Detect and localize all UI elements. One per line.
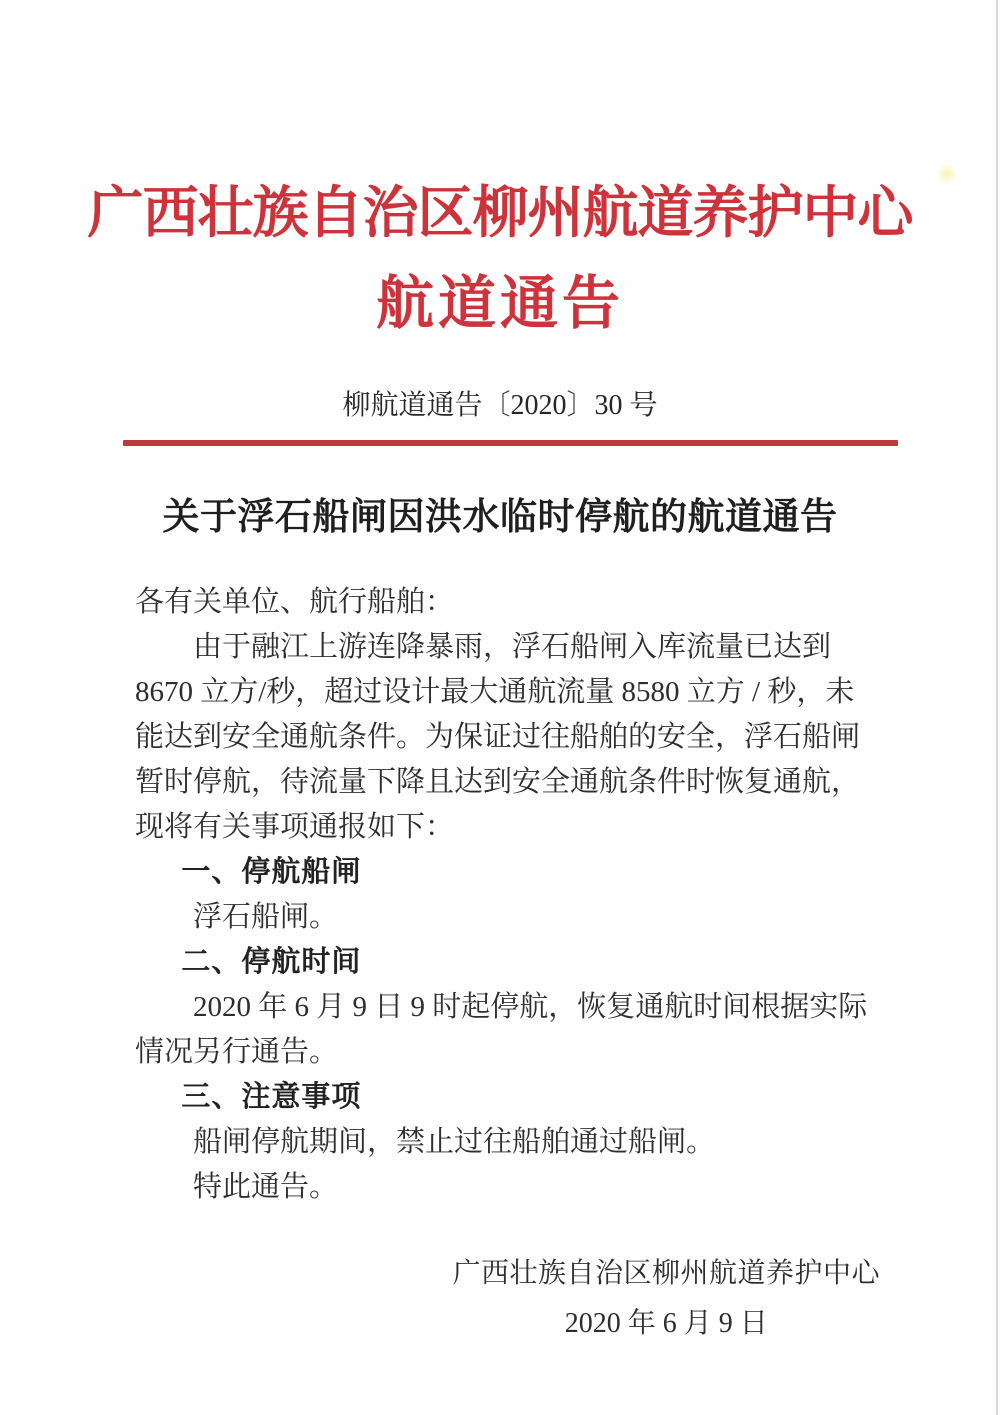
section-1-heading: 一、停航船闸 (181, 856, 362, 888)
document-number: 柳航道通告〔2020〕30 号 (342, 390, 658, 421)
notice-body (135, 580, 880, 1210)
closing-line: 特此通告。 (193, 1171, 339, 1203)
signature-date: 2020 年 6 月 9 日 (564, 1308, 768, 1339)
letterhead-doc-type: 航道通告 (375, 271, 624, 336)
signature-org: 广西壮族自治区柳州航道养护中心 (452, 1258, 880, 1289)
section-1-text: 浮石船闸。 (193, 901, 339, 933)
section-3-text: 船闸停航期间，禁止过往船舶通过船闸。 (193, 1126, 716, 1158)
section-3-heading: 三、注意事项 (181, 1081, 362, 1113)
red-divider-line (123, 440, 898, 446)
signature-block (452, 1252, 880, 1346)
scan-spot-artifact (936, 164, 958, 184)
intro-paragraph: 由于融江上游连降暴雨，浮石船闸入库流量已达到 8670 立方/秒，超过设计最大通航流量 8580 立方 / 秒，未能达到安全通航条件。为保证过往船舶的安全，浮石船闸暂时停航，待流量下降且达到安全通航条件时恢复通航，现将有关事项通报如下： (135, 631, 861, 843)
scan-edge-artifact (996, 0, 998, 1415)
notice-title: 关于浮石船闸因洪水临时停航的航道通告 (162, 497, 838, 538)
section-2-text: 2020 年 6 月 9 日 9 时起停航，恢复通航时间根据实际情况另行通告。 (135, 991, 868, 1068)
section-2-heading: 二、停航时间 (181, 946, 362, 978)
letterhead-org-name: 广西壮族自治区柳州航道养护中心 (87, 183, 913, 245)
letterhead (0, 0, 1000, 350)
salutation: 各有关单位、航行船舶： (135, 586, 455, 618)
